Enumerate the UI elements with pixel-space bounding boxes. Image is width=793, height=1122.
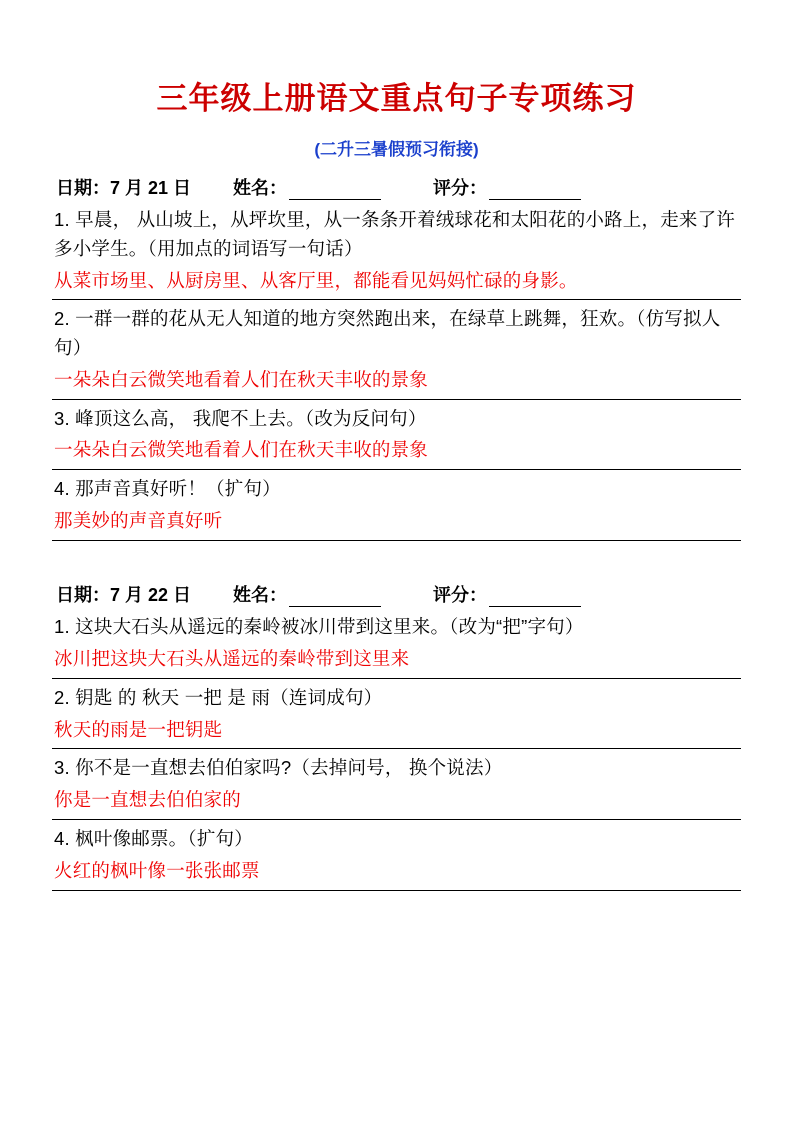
score-field: [433, 174, 581, 200]
question-text: 1. 这块大石头从遥远的秦岭被冰川带到这里来。（改为“把”字句）: [54, 616, 584, 638]
section-meta-row: [52, 174, 741, 200]
score-label: 评分：: [433, 178, 488, 199]
worksheet-section-2: [52, 581, 741, 891]
question-text: 2. 一群一群的花从无人知道的地方突然跑出来，在绿草上跳舞，狂欢。（仿写拟人句）: [54, 308, 721, 359]
answer-text[interactable]: 一朵朵白云微笑地看着人们在秋天丰收的景象: [52, 365, 741, 400]
score-input-blank[interactable]: [489, 183, 581, 200]
date-value: 7 月 21 日: [110, 178, 192, 199]
question-text: 3. 峰顶这么高， 我爬不上去。（改为反问句）: [54, 407, 427, 429]
name-input-blank[interactable]: [289, 183, 381, 200]
question-text: 2. 钥匙 的 秋天 一把 是 雨（连词成句）: [54, 686, 383, 708]
question-text: 4. 那声音真好听！（扩句）: [54, 477, 281, 499]
answer-text[interactable]: 你是一直想去伯伯家的: [52, 785, 741, 820]
name-input-blank[interactable]: [289, 590, 381, 607]
section-meta-row: [52, 581, 741, 607]
score-field: [433, 581, 581, 607]
date-field: [56, 581, 191, 607]
page-subtitle: (二升三暑假预习衔接): [314, 140, 479, 160]
name-field: [233, 581, 381, 607]
question-text: 1. 早晨， 从山坡上，从坪坎里，从一条条开着绒球花和太阳花的小路上，走来了许多小学生。（用加点的词语写一句话）: [54, 209, 736, 259]
worksheet-section-1: [52, 174, 741, 541]
answer-text[interactable]: 从菜市场里、从厨房里、从客厅里，都能看见妈妈忙碌的身影。: [52, 266, 741, 301]
answer-text[interactable]: 一朵朵白云微笑地看着人们在秋天丰收的景象: [52, 435, 741, 470]
date-label: 日期：: [56, 178, 110, 199]
answer-text[interactable]: 火红的枫叶像一张张邮票: [52, 856, 741, 892]
answer-text[interactable]: 秋天的雨是一把钥匙: [52, 715, 741, 750]
date-label: 日期：: [56, 585, 110, 606]
score-label: 评分：: [433, 585, 488, 606]
question-text: 3. 你不是一直想去伯伯家吗?（去掉问号， 换个说法）: [54, 757, 503, 779]
page-title: 三年级上册语文重点句子专项练习: [156, 81, 637, 116]
answer-text[interactable]: 那美妙的声音真好听: [52, 506, 741, 542]
question-text: 4. 枫叶像邮票。（扩句）: [54, 827, 253, 849]
name-field: [233, 174, 381, 200]
date-field: [56, 174, 191, 200]
answer-text[interactable]: 冰川把这块大石头从遥远的秦岭带到这里来: [52, 644, 741, 679]
score-input-blank[interactable]: [489, 590, 581, 607]
name-label: 姓名：: [233, 585, 288, 606]
date-value: 7 月 22 日: [110, 585, 192, 606]
name-label: 姓名：: [233, 178, 288, 199]
